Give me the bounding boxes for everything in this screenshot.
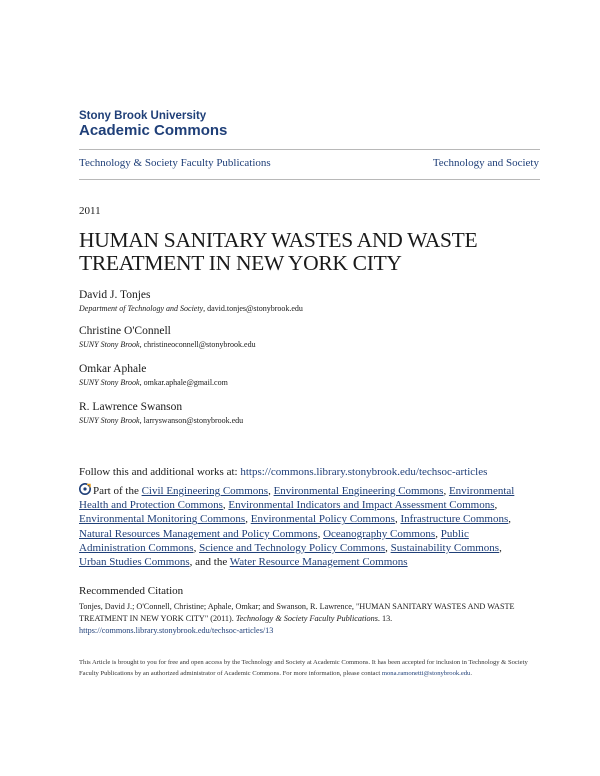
commons-link[interactable]: Environmental Monitoring Commons [79, 513, 246, 526]
commons-link[interactable]: Environmental Engineering Commons [273, 485, 444, 497]
article-title: HUMAN SANITARY WASTES AND WASTE TREATMENT IN NEW YORK CITY [79, 228, 478, 275]
part-of-conjunction: , and the [189, 556, 230, 569]
citation-url-link[interactable]: https://commons.library.stonybrook.edu/techsoc-articles/13 [79, 626, 274, 635]
site-name: Academic Commons [79, 122, 228, 139]
footer-notice: This Article is brought to you for free and open access by the Technology and Society at Academic Commons. It has been accepted for inclusion in Technology & Society Faculty Publications by an authorized administrator of Academic Commons. For more information, please contact mona.ramonetti@stonybrook.edu. [79, 659, 528, 677]
author-affiliation: Department of Technology and Society, david.tonjes@stonybrook.edu [79, 304, 303, 313]
commons-link[interactable]: Civil Engineering Commons [141, 485, 269, 497]
follow-line [79, 466, 487, 478]
contact-email-link[interactable]: mona.ramonetti@stonybrook.edu [381, 669, 471, 677]
department-link[interactable]: Technology and Society [432, 157, 539, 169]
author-name: Christine O'Connell [79, 325, 171, 337]
citation-heading: Recommended Citation [79, 585, 184, 597]
divider-top [79, 149, 540, 150]
publication-year: 2011 [79, 205, 101, 217]
collection-link[interactable]: Technology & Society Faculty Publications [79, 157, 271, 169]
citation-text: Tonjes, David J.; O'Connell, Christine; Aphale, Omkar; and Swanson, R. Lawrence, "HUMAN SANITARY WASTES AND WASTE TREATMENT IN NEW YORK CITY" (2011). Technology & Society Faculty Publications. 13. https://commons.library.stonybrook.edu/techsoc-articles/13 [79, 602, 515, 635]
divider-bottom [79, 179, 540, 180]
commons-link[interactable]: Environmental Health and Protection Commons [79, 485, 515, 512]
follow-url-link[interactable]: https://commons.library.stonybrook.edu/techsoc-articles [240, 466, 488, 478]
follow-label: Follow this and additional works at: [79, 466, 241, 478]
open-access-icon [79, 483, 91, 495]
commons-link[interactable]: Environmental Indicators and Impact Assessment Commons [228, 499, 495, 512]
author-name: R. Lawrence Swanson [79, 401, 183, 413]
commons-link[interactable]: Science and Technology Policy Commons [199, 541, 386, 554]
commons-link[interactable]: Environmental Policy Commons [250, 513, 395, 526]
commons-link[interactable]: Natural Resources Management and Policy Commons [79, 527, 318, 540]
author-affiliation: SUNY Stony Brook, christineoconnell@stonybrook.edu [79, 340, 256, 349]
commons-link[interactable]: Infrastructure Commons [400, 513, 509, 526]
commons-link[interactable]: Sustainability Commons [390, 541, 500, 554]
author-name: David J. Tonjes [79, 289, 151, 301]
author-affiliation: SUNY Stony Brook, larryswanson@stonybrook.edu [79, 416, 244, 425]
commons-link[interactable]: Urban Studies Commons [79, 556, 190, 569]
part-of-prefix: Part of the [93, 485, 142, 497]
part-of-commons: Part of the Civil Engineering Commons, Environmental Engineering Commons, Environmental Health and Protection Commons, Environmental Indicators and Impact Assessment Commons, Environmental Monitoring Commons, Environmental Policy Commons, Infrastructure Commons, Natural Resources Management and Policy Commons, Oceanography Commons, Public Administration Commons, Science and Technology Policy Commons, Sustainability Commons, Urban Studies Commons, and the Water Resource Management Commons [79, 485, 515, 569]
commons-link[interactable]: Water Resource Management Commons [229, 556, 408, 569]
commons-link[interactable]: Public Administration Commons [79, 527, 469, 554]
author-name: Omkar Aphale [79, 363, 147, 375]
university-name: Stony Brook University [79, 110, 207, 122]
author-affiliation: SUNY Stony Brook, omkar.aphale@gmail.com [79, 378, 228, 387]
commons-link[interactable]: Oceanography Commons [323, 527, 436, 540]
